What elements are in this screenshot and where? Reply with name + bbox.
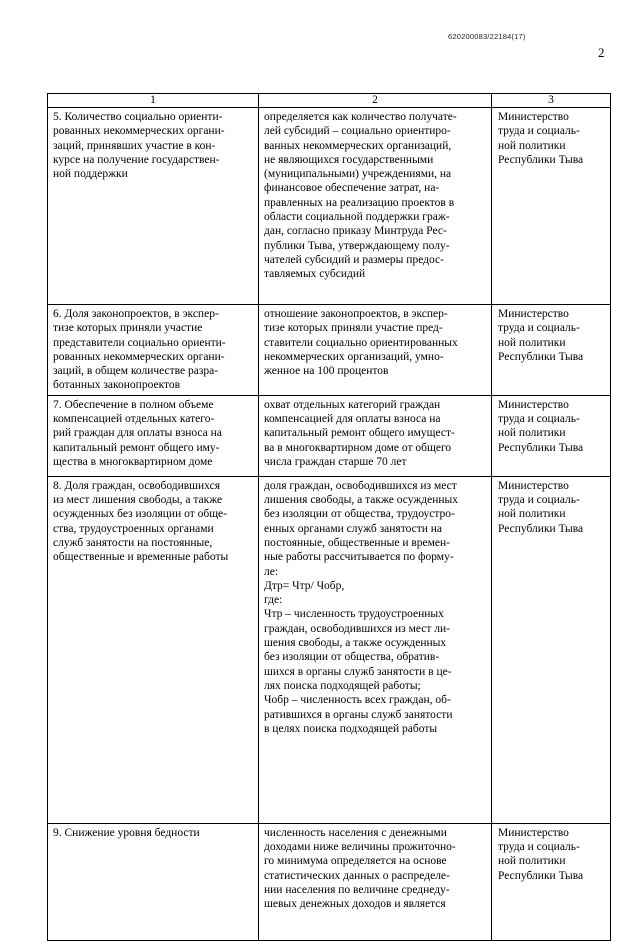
cell-text-line: тавляемых субсидий [264, 268, 366, 281]
cell-text-line: отношение законопроектов, в экспер- [264, 308, 448, 320]
cell-text-line: рованных некоммерческих органи- [53, 350, 225, 363]
indicator-cell [48, 395, 259, 476]
indicator-cell [48, 823, 259, 940]
column-header-1: 1 [48, 94, 259, 108]
cell-text-line: шихся в органы служб занятости в це- [264, 665, 452, 678]
cell-text-line: Республики Тыва [498, 869, 584, 882]
cell-text-line: Чобр – численность всех граждан, об- [264, 694, 451, 707]
cell-text-line: лей субсидий – социально ориентиро- [264, 125, 451, 138]
cell-text-line: рованных некоммерческих органи- [53, 125, 225, 138]
cell-text-line: лишения свободы, а также осужденных [264, 494, 459, 507]
cell-text-line: го минимума определяется на основе [264, 855, 447, 868]
cell-text-line: представители социально ориенти- [53, 336, 226, 349]
responsible-cell [492, 305, 611, 396]
cell-text-line: численность населения с денежными [264, 826, 447, 839]
table-row [48, 395, 611, 476]
cell-text-line: женное на 100 процентов [264, 365, 389, 378]
cell-text-line: Дтр= Чтр/ Чобр, [264, 579, 345, 592]
cell-text-line: ства, трудоустроенных органами [53, 522, 214, 535]
cell-text-line: рий граждан для оплаты взноса на [53, 427, 222, 440]
cell-text-line: ной политики [498, 855, 566, 868]
method-cell [259, 395, 492, 476]
cell-text-line: не являющихся государственными [264, 153, 434, 166]
cell-text-line: труда и социаль- [498, 413, 580, 426]
responsible-cell [492, 395, 611, 476]
cell-text-line: Министерство [498, 826, 569, 839]
cell-text-line: общественные и временные работы [53, 551, 229, 564]
cell-text-line: области социальной поддержки граж- [264, 211, 450, 224]
cell-text-line: шения свободы, а также осужденных [264, 637, 447, 650]
table-row [48, 305, 611, 396]
method-cell [259, 823, 492, 940]
indicators-table [47, 93, 611, 941]
cell-text-line: где: [264, 594, 283, 607]
cell-text-line: курсе на получение государствен- [53, 153, 220, 166]
cell-text-line: чателей субсидий и размеры предос- [264, 253, 444, 266]
cell-text-line: ставители социально ориентированных [264, 336, 458, 349]
indicator-cell [48, 476, 259, 823]
cell-text-line: ной политики [498, 427, 566, 440]
cell-text-line: Республики Тыва [498, 153, 584, 166]
cell-text-line: нии населения по величине среднеду- [264, 883, 450, 896]
cell-text-line: правленных на реализацию проектов в [264, 196, 455, 209]
cell-text-line: енных органами служб занятости на [264, 522, 443, 535]
indicator-cell [48, 108, 259, 305]
cell-text-line: в целях поиска подходящей работы [264, 722, 438, 735]
responsible-cell [492, 476, 611, 823]
cell-text-line: 9. Снижение уровня бедности [53, 826, 200, 839]
cell-text-line: труда и социаль- [498, 322, 580, 335]
cell-text-line: охват отдельных категорий граждан [264, 398, 441, 411]
cell-text-line: доля граждан, освободившихся из мест [264, 479, 457, 492]
cell-text-line: постоянные, общественные и времен- [264, 536, 451, 549]
cell-text-line: капитальный ремонт общего имущест- [264, 427, 455, 440]
table-row [48, 476, 611, 823]
cell-text-line: осужденных без изоляции от обще- [53, 508, 227, 521]
cell-text-line: статистических данных о распределе- [264, 869, 450, 882]
cell-text-line: ванных некоммерческих организаций, [264, 139, 452, 152]
method-cell [259, 305, 492, 396]
cell-text-line: Республики Тыва [498, 522, 584, 535]
page-number: 2 [598, 45, 605, 60]
method-cell [259, 108, 492, 305]
cell-text-line: заций, в общем количестве разра- [53, 365, 219, 378]
cell-text-line: ной политики [498, 139, 566, 152]
cell-text-line: тизе которых приняли участие пред- [264, 322, 443, 335]
cell-text-line: 7. Обеспечение в полном объеме [53, 398, 214, 411]
cell-text-line: Министерство [498, 308, 569, 320]
cell-text-line: Министерство [498, 479, 569, 492]
cell-text-line: шевых денежных доходов и является [264, 898, 446, 911]
column-header-2: 2 [259, 94, 492, 108]
cell-text-line: компенсацией отдельных катего- [53, 413, 215, 426]
cell-text-line: некоммерческих организаций, умно- [264, 350, 444, 363]
table-row [48, 108, 611, 305]
cell-text-line: ные работы рассчитывается по форму- [264, 551, 454, 564]
cell-text-line: Министерство [498, 398, 569, 411]
cell-text-line: без изоляции от общества, трудоустро- [264, 508, 455, 521]
cell-text-line: тизе которых приняли участие [53, 322, 203, 335]
responsible-cell [492, 108, 611, 305]
cell-text-line: 6. Доля законопроектов, в экспер- [53, 308, 219, 320]
cell-text-line: числа граждан старше 70 лет [264, 455, 407, 468]
cell-text-line: ва в многоквартирном доме от общего [264, 441, 452, 454]
cell-text-line: ратившихся в органы служб занятости [264, 708, 453, 721]
indicator-cell [48, 305, 259, 396]
cell-text-line: лях поиска подходящей работы; [264, 679, 421, 692]
cell-text-line: Республики Тыва [498, 441, 584, 454]
cell-text-line: доходами ниже величины прожиточно- [264, 841, 456, 854]
cell-text-line: дан, согласно приказу Минтруда Рес- [264, 225, 447, 238]
cell-text-line: труда и социаль- [498, 841, 580, 854]
column-header-3: 3 [492, 94, 611, 108]
cell-text-line: определяется как количество получате- [264, 111, 457, 123]
cell-text-line: ной поддержки [53, 168, 128, 181]
cell-text-line: Чтр – численность трудоустроенных [264, 608, 444, 621]
document-code: 620200083/22184(17) [448, 32, 526, 41]
cell-text-line: труда и социаль- [498, 125, 580, 138]
cell-text-line: служб занятости на постоянные, [53, 536, 213, 549]
cell-text-line: из мест лишения свободы, а также [53, 494, 223, 507]
cell-text-line: публики Тыва, утверждающему полу- [264, 239, 450, 252]
responsible-cell [492, 823, 611, 940]
cell-text-line: (муниципальными) учреждениями, на [264, 168, 452, 181]
cell-text-line: Республики Тыва [498, 350, 584, 363]
cell-text-line: компенсацией для оплаты взноса на [264, 413, 441, 426]
cell-text-line: 5. Количество социально ориенти- [53, 111, 223, 123]
cell-text-line: заций, принявших участие в кон- [53, 139, 216, 152]
cell-text-line: ной политики [498, 336, 566, 349]
cell-text-line: граждан, освободившихся из мест ли- [264, 622, 450, 635]
cell-text-line: щества в многоквартирном доме [53, 455, 213, 468]
cell-text-line: Министерство [498, 111, 569, 123]
cell-text-line: ной политики [498, 508, 566, 521]
cell-text-line: ботанных законопроектов [53, 379, 181, 392]
table-row [48, 823, 611, 940]
cell-text-line: финансовое обеспечение затрат, на- [264, 182, 440, 195]
method-cell [259, 476, 492, 823]
cell-text-line: труда и социаль- [498, 494, 580, 507]
table-header-row [48, 94, 611, 108]
cell-text-line: 8. Доля граждан, освободившихся [53, 479, 220, 492]
cell-text-line: капитальный ремонт общего иму- [53, 441, 220, 454]
cell-text-line: ле: [264, 565, 279, 578]
cell-text-line: без изоляции от общества, обратив- [264, 651, 440, 664]
